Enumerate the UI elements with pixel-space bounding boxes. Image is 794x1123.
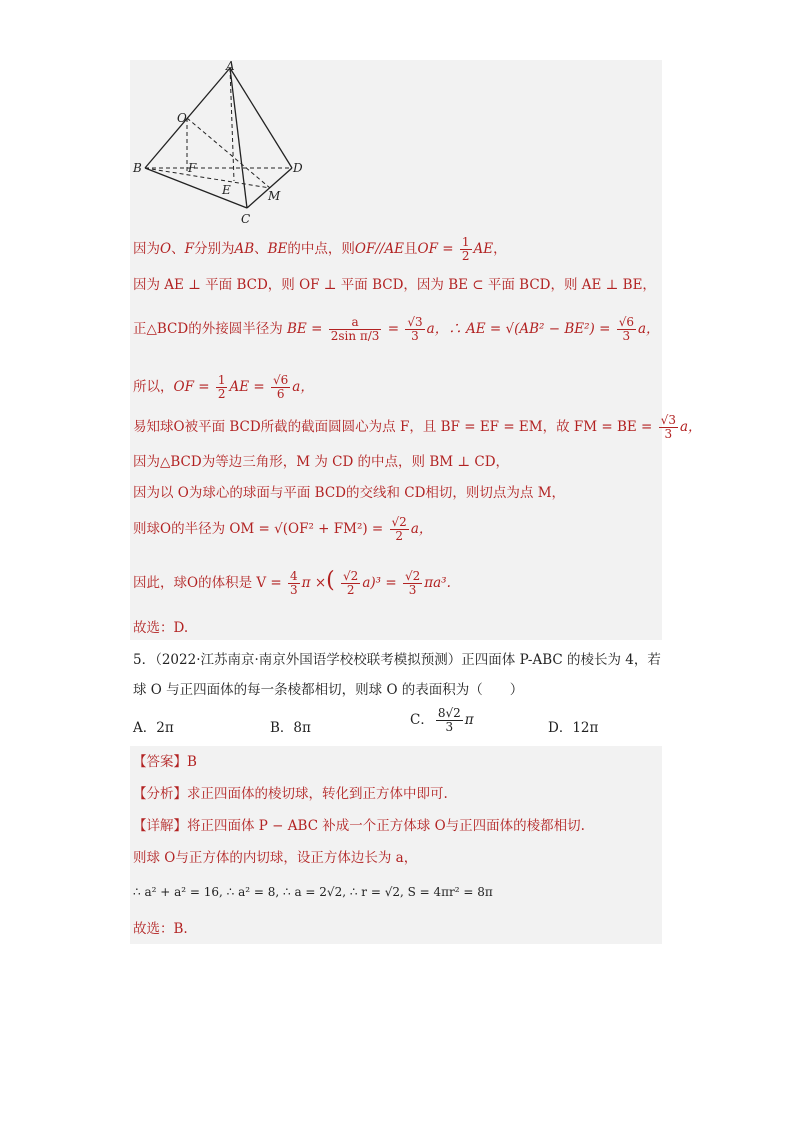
solution1-line8: 则球O的半径为 OM = √(OF² + FM²) = $\frac{√2}{2}$ a， [133,515,433,543]
option-d[interactable]: D．12π [548,720,599,736]
label-O: O [177,111,187,125]
solution1-line5: 易知球O被平面 BCD所截的截面圆圆心为点 F，且 BF = EF = EM，故 FM = BE = $\frac{√3}{3}$ a， [133,413,702,441]
label-F: F [188,161,197,175]
option-c[interactable]: C． $\frac{8√2}{3}$ π [410,706,474,734]
question5-line1: 5．（2022·江苏南京·南京外国语学校校联考模拟预测）正四面体 P-ABC 的棱长为 4，若 [133,652,661,668]
solution1-line9: 因此，球O的体积是 V = $\frac{4}{3}$ π ×( $\frac{√2}{2}$ a)³ = $\frac{√2}{3}$ πa³. [133,568,451,597]
label-B: B [133,161,142,175]
label-C: C [241,212,251,226]
answer-line: 【答案】B [133,754,197,770]
question5-line2: 球 O 与正四面体的每一条棱都相切，则球 O 的表面积为（ ） [133,682,524,698]
solution1-line7: 因为以 O为球心的球面与平面 BCD的交线和 CD相切，则切点为点 M， [133,485,566,501]
option-b[interactable]: B．8π [270,720,311,736]
solution1-line3: 正△BCD的外接圆半径为 BE = $\frac{a}{\text{2sin π/3}}$ = $\frac{√3}{3}$ a，∴ AE = √(AB² − BE²) = $\frac{√6}{3}$ a， [133,315,660,343]
solution1-line4: 所以，OF = $\frac{1}{2}$ AE = $\frac{√6}{6}$ a， [133,373,314,401]
label-A: A [226,60,235,73]
solution2-line4: 则球 O与正方体的内切球，设正方体边长为 a， [133,850,418,866]
solution1-line1: 因为O、F分别为AB、BE的中点，则OF//AE且OF = $\frac{1}{2}$ AE， [133,235,507,263]
solution2-final: 故选：B. [133,921,188,937]
detail-line: 【详解】将正四面体 P − ABC 补成一个正方体球 O与正四面体的棱都相切. [133,818,585,834]
analysis-line: 【分析】求正四面体的棱切球，转化到正方体中即可. [133,786,448,802]
label-M: M [268,189,281,203]
option-a[interactable]: A．2π [133,720,174,736]
solution-block-2 [130,746,662,944]
label-E: E [222,183,231,197]
solution2-line5: ∴ a² + a² = 16, ∴ a² = 8, ∴ a = 2√2, ∴ r = √2, S = 4πr² = 8π [133,885,493,899]
solution1-answer: 故选：D. [133,620,189,636]
tetrahedron-figure [130,60,310,230]
solution1-line6: 因为△BCD为等边三角形，M 为 CD 的中点，则 BM ⊥ CD， [133,454,510,470]
label-D: D [293,161,303,175]
solution1-line2: 因为 AE ⊥ 平面 BCD，则 OF ⊥ 平面 BCD，因为 BE ⊂ 平面 BCD，则 AE ⊥ BE， [133,277,656,293]
